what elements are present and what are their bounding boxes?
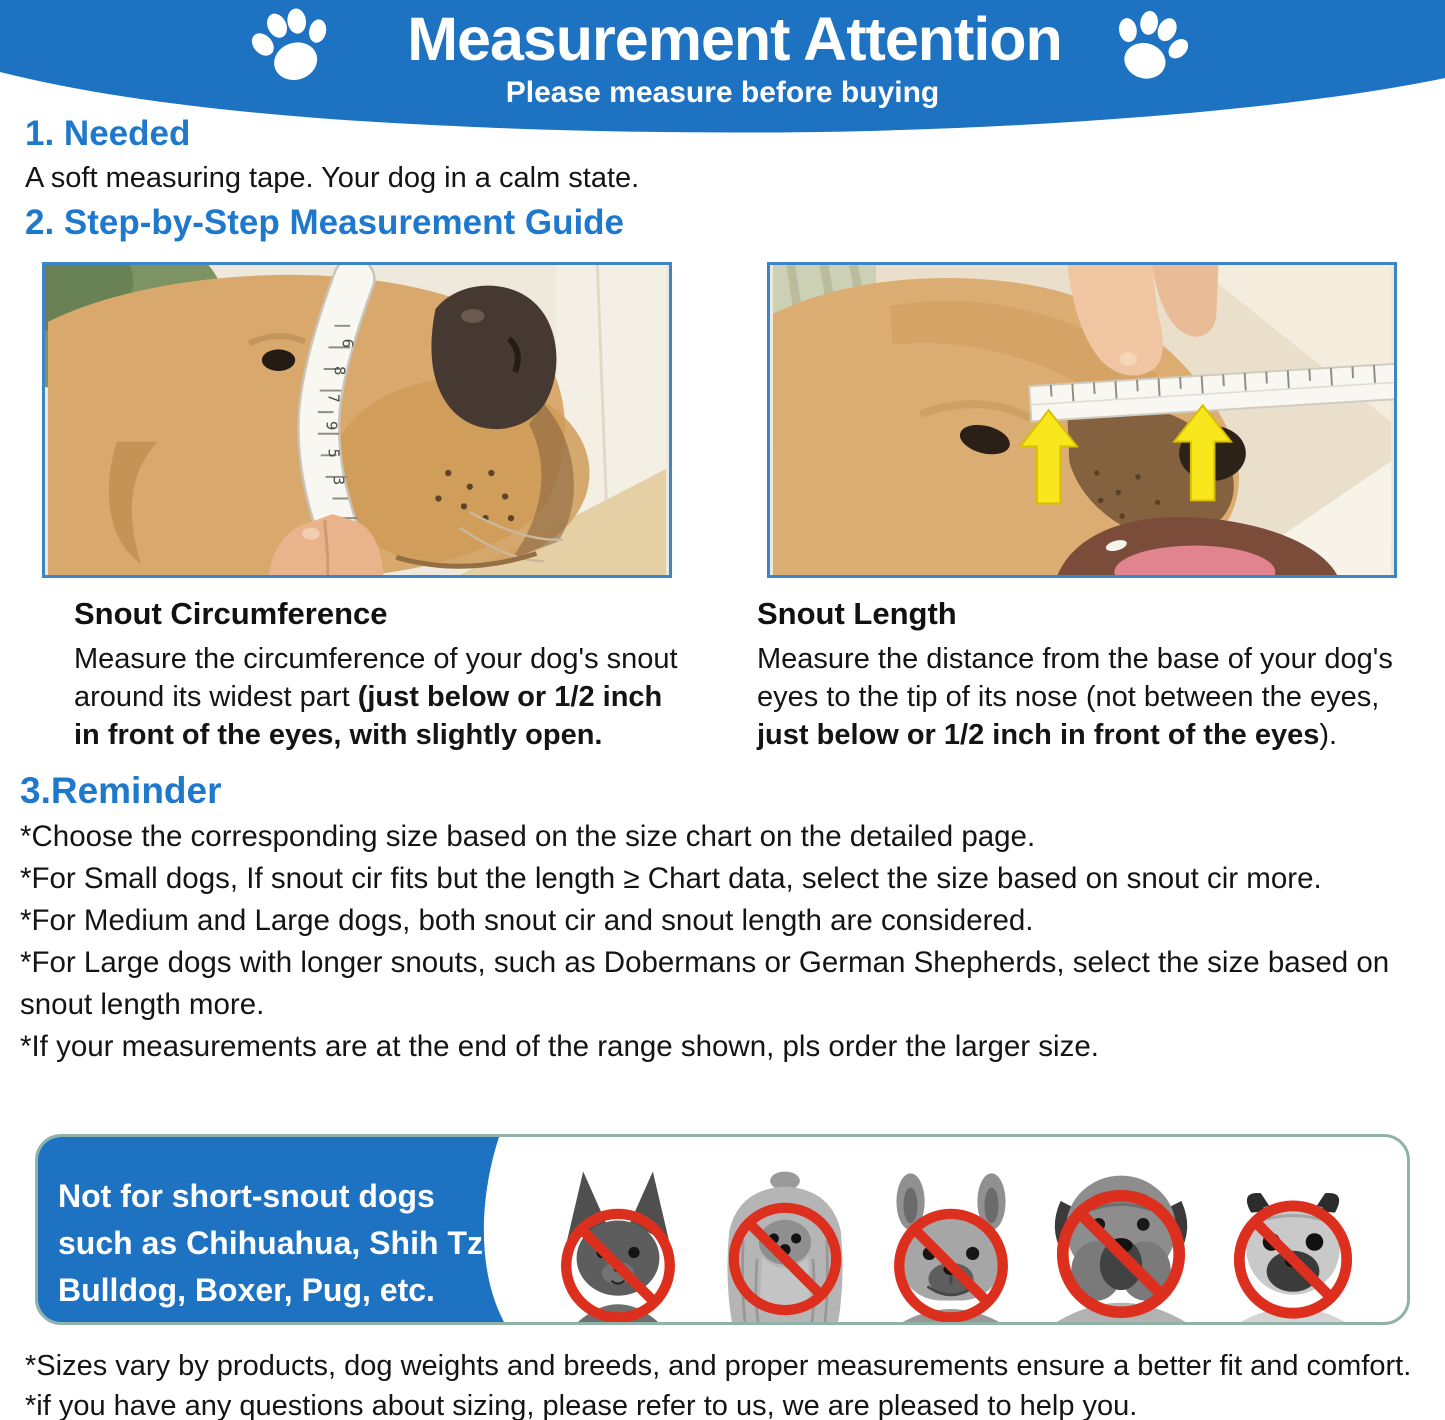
svg-text:5: 5 [324, 448, 342, 458]
reminder-item: *Choose the corresponding size based on the size chart on the detailed page. [20, 820, 1036, 853]
shih-tzu-dog-image [706, 1166, 864, 1324]
page-subtitle: Please measure before buying [505, 76, 940, 109]
snout-length-photo [767, 262, 1397, 578]
french-bulldog-dog-image [871, 1164, 1031, 1324]
caption-body: Measure the distance from the base of your dog's eyes to the tip of its nose (not between the eyes, just below or 1/2 inch in front of the eyes). [757, 643, 1393, 751]
section-needed-heading: 1. Needed [25, 114, 191, 153]
short-snout-warning-banner [35, 1134, 1410, 1325]
page-title: Measurement Attention [407, 5, 1062, 73]
section-needed-body: A soft measuring tape. Your dog in a calm state. [25, 162, 640, 194]
footer-notes [25, 1346, 1425, 1420]
boxer-dog-image [1031, 1146, 1211, 1325]
caption-body: Measure the circumference of your dog's snout around its widest part (just below or 1/2 inch in front of the eyes, with slightly open. [74, 643, 678, 751]
svg-text:3: 3 [329, 475, 347, 486]
svg-text:9: 9 [322, 420, 340, 431]
svg-text:8: 8 [330, 366, 348, 376]
reminder-item: *For Small dogs, If snout cir fits but the length ≥ Chart data, select the size based on snout cir more. [20, 862, 1322, 895]
section-reminder-heading: 3.Reminder [20, 770, 222, 811]
reminder-list [20, 816, 1428, 1068]
caption-title: Snout Circumference [74, 596, 388, 631]
footer-note: *if you have any questions about sizing, please refer to us, we are pleased to help you. [25, 1390, 1138, 1420]
warning-text [58, 1173, 511, 1314]
dog-nose [431, 286, 556, 429]
warning-line: Bulldog, Boxer, Pug, etc. [58, 1272, 435, 1308]
section-guide-heading: 2. Step-by-Step Measurement Guide [25, 203, 625, 242]
reminder-item: *If your measurements are at the end of the range shown, pls order the larger size. [20, 1030, 1099, 1063]
chihuahua-dog-image [538, 1164, 698, 1324]
fingernail [302, 528, 320, 540]
snout-length-caption [757, 596, 1405, 754]
fingernail [1119, 352, 1137, 366]
snout-circumference-illustration [45, 265, 669, 575]
caption-title: Snout Length [757, 596, 957, 631]
pug-dog-image [1210, 1158, 1376, 1324]
reminder-item: *For Medium and Large dogs, both snout cir and snout length are considered. [20, 904, 1034, 937]
svg-text:6: 6 [338, 338, 356, 348]
dog-eye [262, 349, 295, 371]
nose-highlight [461, 309, 485, 323]
reminder-item: *For Large dogs with longer snouts, such as Dobermans or German Shepherds, select the size based on snout length more. [20, 946, 1390, 1021]
snout-length-illustration [770, 265, 1394, 575]
snout-circumference-caption [74, 596, 688, 754]
warning-line: such as Chihuahua, Shih Tzu, [58, 1225, 512, 1261]
svg-text:7: 7 [324, 393, 342, 403]
snout-circumference-photo [42, 262, 672, 578]
warning-line: Not for short-snout dogs [58, 1178, 435, 1214]
footer-note: *Sizes vary by products, dog weights and breeds, and proper measurements ensure a better fit and comfort. [25, 1350, 1412, 1382]
